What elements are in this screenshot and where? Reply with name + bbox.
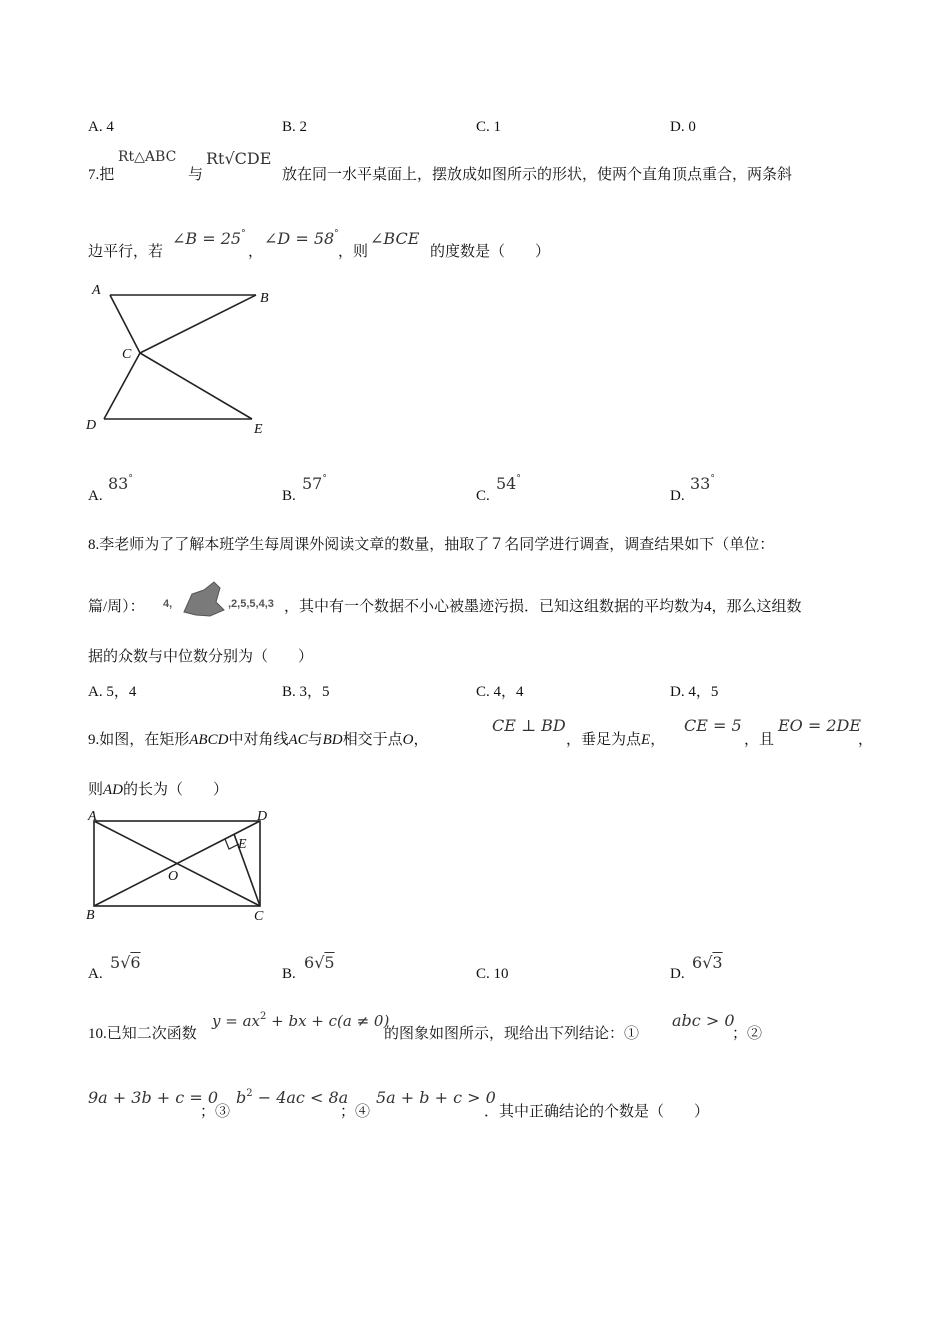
q7-line1-rest: 放在同一水平桌面上，摆放成如图所示的形状，使两个直角顶点重合，两条斜: [282, 167, 793, 183]
q6-option-c: C. 1: [476, 119, 502, 135]
q10-line2-end: ．其中正确结论的个数是（ ）: [484, 1104, 710, 1120]
q8-option-b: B. 3，5: [282, 684, 330, 700]
q10-sep-2: ；②: [732, 1026, 763, 1042]
q7-option-d-label: D.: [670, 488, 685, 504]
q7-option-c-value: 54°: [496, 474, 521, 493]
q9-label-a: A: [88, 809, 97, 824]
q10-line1-b: 的图象如图所示，现给出下列结论：①: [384, 1026, 640, 1042]
q7-option-a-label: A.: [88, 488, 103, 504]
q9-label-o: O: [168, 869, 179, 884]
q8-line1: 8.李老师为了了解本班学生每周课外阅读文章的数量，抽取了７名同学进行调查，调查结果如下（单位：: [88, 537, 775, 553]
q9-label-e: E: [238, 837, 247, 852]
q10-sep-4: ；④: [340, 1104, 371, 1120]
q7-option-a-value: 83°: [108, 474, 133, 493]
q8-data-rest: ,2,5,5,4,3: [228, 598, 274, 610]
q10-conclusion-4: 5a + b + c > 0: [376, 1088, 496, 1107]
q9-ce-eq: CE = 5: [684, 716, 742, 735]
q8-line3: 据的众数与中位数分别为（ ）: [88, 649, 314, 665]
q9-option-d-value: 6√3: [692, 953, 723, 972]
q7-option-c-label: C.: [476, 488, 490, 504]
q10-sep-3: ；③: [200, 1104, 231, 1120]
q7-label-d: D: [86, 418, 97, 433]
q6-option-a: A. 4: [88, 119, 114, 135]
q7-option-b-label: B.: [282, 488, 296, 504]
q7-angle-d: ∠D = 58°: [264, 229, 339, 248]
q9-ce-perp-bd: CE ⊥ BD: [492, 716, 566, 735]
q8-option-c: C. 4，4: [476, 684, 524, 700]
q7-line2-start: 边平行，若: [88, 244, 164, 260]
q6-option-d: D. 0: [670, 119, 696, 135]
q9-foot: ，垂足为点E，: [566, 732, 666, 748]
q7-option-d-value: 33°: [690, 474, 715, 493]
q9-comma-end: ，: [858, 732, 874, 748]
ink-blot-icon: [180, 580, 228, 618]
q7-number: 7.把: [88, 167, 115, 183]
q7-line2-end: 的度数是（ ）: [430, 244, 551, 260]
q7-and: 与: [188, 167, 204, 183]
q7-label-b: B: [260, 291, 269, 306]
q7-rt-cde: Rt√CDE: [206, 149, 272, 168]
q9-label-c: C: [254, 909, 264, 924]
q8-option-a: A. 5，4: [88, 684, 137, 700]
q8-data-first: 4,: [163, 598, 173, 610]
q7-comma: ，: [248, 244, 264, 260]
q6-option-b: B. 2: [282, 119, 308, 135]
q9-label-d: D: [257, 809, 268, 824]
q9-line1: 9.如图，在矩形ABCD中对角线AC与BD相交于点O，: [88, 732, 429, 748]
q7-option-b-value: 57°: [302, 474, 327, 493]
q9-option-a-value: 5√6: [110, 953, 141, 972]
q7-figure: [82, 280, 282, 440]
q9-figure: [82, 806, 282, 926]
q10-conclusion-3: $b^2 - 4ac < 8a$: [236, 1088, 349, 1107]
q10-conclusion-2: 9a + 3b + c = 0: [88, 1088, 219, 1107]
q8-line2-rest: ，其中有一个数据不小心被墨迹污损．已知这组数据的平均数为4，那么这组数: [284, 599, 802, 615]
q7-label-e: E: [254, 422, 263, 437]
q10-function: $y = ax^2$ + bx + c(a ≠ 0): [212, 1011, 390, 1030]
q8-option-d: D. 4，5: [670, 684, 719, 700]
q9-option-d-label: D.: [670, 966, 685, 982]
q9-eo-eq: EO = 2DE: [778, 716, 862, 735]
q10-line1-a: 10.已知二次函数: [88, 1026, 197, 1042]
q8-line2-start: 篇/周）：: [88, 599, 145, 615]
q9-label-b: B: [86, 908, 95, 923]
q9-line2: 则AD的长为（ ）: [88, 782, 229, 798]
q9-option-b-label: B.: [282, 966, 296, 982]
q7-angle-b: ∠B = 25°: [172, 229, 246, 248]
q7-label-c: C: [122, 347, 132, 362]
q9-option-a-label: A.: [88, 966, 103, 982]
q9-option-c: C. 10: [476, 966, 509, 982]
q7-rt-abc: Rt△ABC: [118, 149, 177, 165]
q7-label-a: A: [92, 283, 101, 298]
q10-conclusion-1: abc > 0: [672, 1011, 735, 1030]
q7-then: ，则: [338, 244, 369, 260]
q7-angle-bce: ∠BCE: [370, 229, 420, 248]
q9-and: ，且: [744, 732, 775, 748]
q9-option-b-value: 6√5: [304, 953, 335, 972]
